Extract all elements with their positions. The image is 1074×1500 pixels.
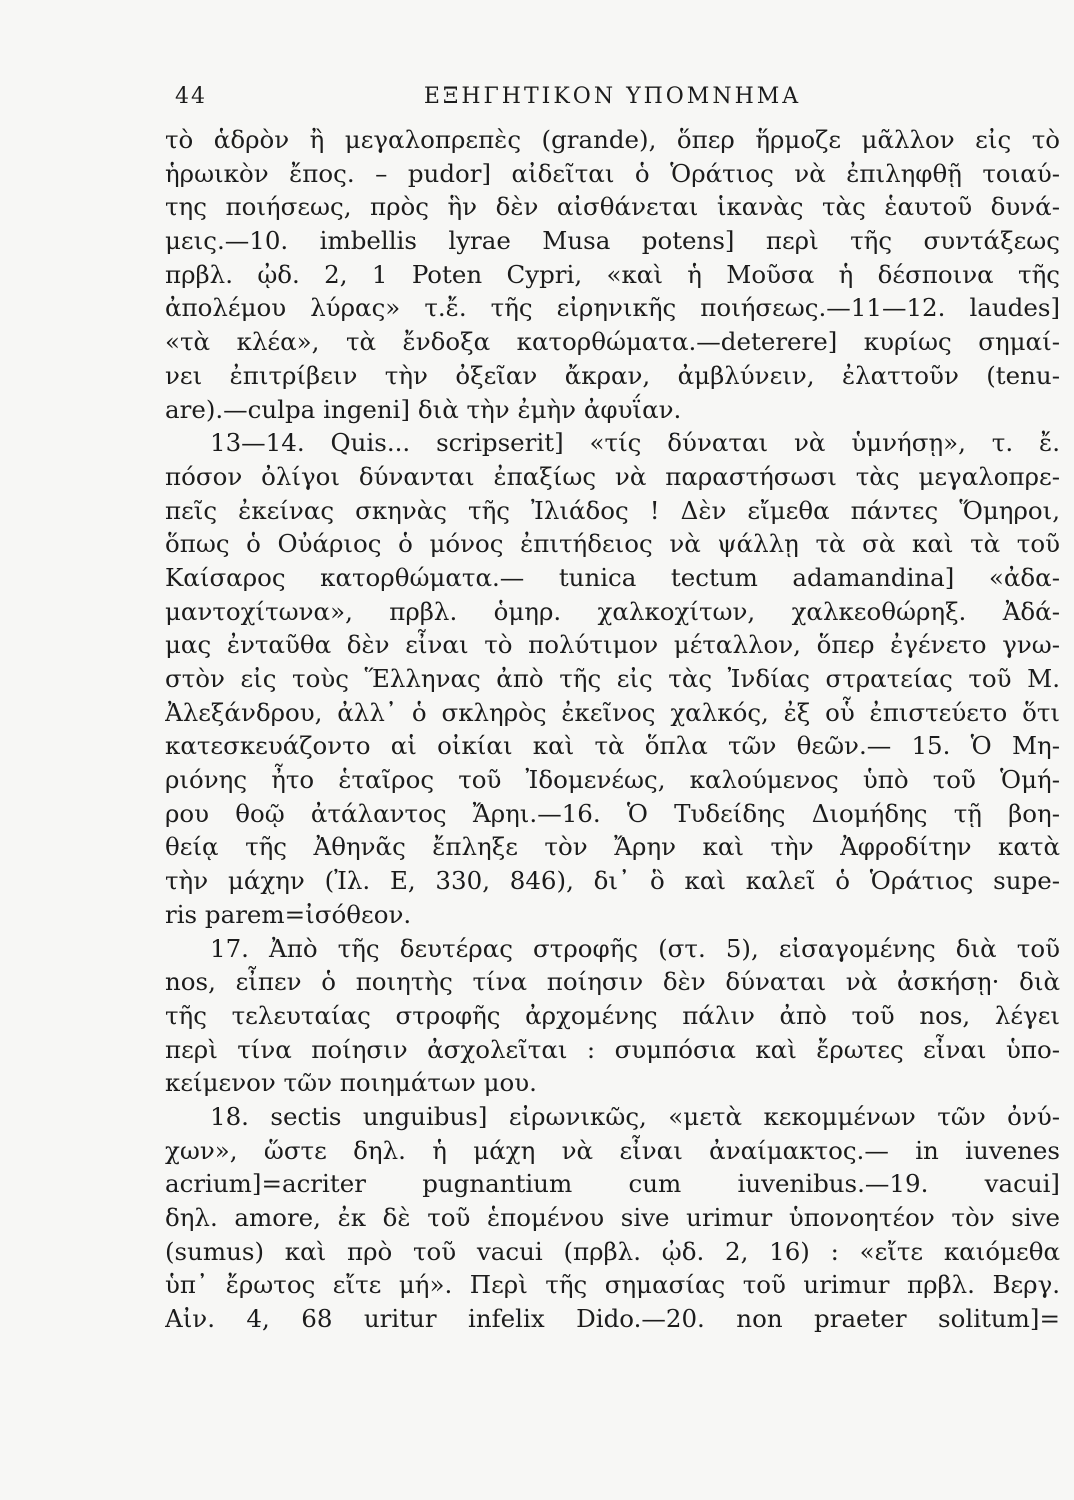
text-line: ρου θοῷ ἀτάλαντος Ἄρηι.—16. Ὁ Τυδείδης Διομήδης τῇ βοη-: [165, 798, 1060, 828]
text-line: μεις.—10. imbellis lyrae Musa potens] περὶ τῆς συντάξεως: [165, 226, 1060, 256]
text-line: μας ἐνταῦθα δὲν εἶναι τὸ πολύτιμον μέταλλον, ὅπερ ἐγένετο γνω-: [165, 630, 1060, 660]
text-line: περὶ τίνα ποίησιν ἀσχολεῖται : συμπόσια καὶ ἔρωτες εἶναι ὑπο-: [165, 1034, 1060, 1064]
text-line: 13—14. Quis... scripserit] «τίς δύναται νὰ ὑμνήσῃ», τ. ἔ.: [210, 428, 1060, 458]
text-line: πεῖς ἐκείνας σκηνὰς τῆς Ἰλιάδος ! Δὲν εἴμεθα πάντες Ὅμηροι,: [165, 495, 1060, 525]
text-line: nos, εἶπεν ὁ ποιητὴς τίνα ποίησιν δὲν δύναται νὰ ἀσκήσῃ· διὰ: [165, 967, 1060, 997]
text-line: τὸ ἁδρὸν ἢ μεγαλοπρεπὲς (grande), ὅπερ ἥρμοζε μᾶλλον εἰς τὸ: [165, 125, 1060, 154]
text-line: δηλ. amore, ἐκ δὲ τοῦ ἑπομένου sive urimur ὑπονοητέον τὸν sive: [165, 1203, 1060, 1232]
text-line: της ποιήσεως, πρὸς ἣν δὲν αἰσθάνεται ἱκανὰς τὰς ἑαυτοῦ δυνά-: [165, 192, 1060, 222]
text-line: κείμενον τῶν ποιημάτων μου.: [165, 1068, 537, 1098]
text-line: χων», ὥστε δηλ. ἡ μάχη νὰ εἶναι ἀναίμακτος.— in iuvenes: [165, 1135, 1060, 1165]
running-title: ΕΞΗΓΗΤΙΚΟΝ ΥΠΟΜΝΗΜΑ: [423, 84, 802, 109]
text-line: κατεσκευάζοντο αἱ οἰκίαι καὶ τὰ ὅπλα τῶν θεῶν.— 15. Ὁ Μη-: [165, 731, 1060, 761]
text-line: θείᾳ τῆς Ἀθηνᾶς ἔπληξε τὸν Ἄρην καὶ τὴν Ἀφροδίτην κατὰ: [165, 832, 1060, 862]
page-number: 44: [175, 84, 207, 109]
text-line: μαντοχίτωνα», πρβλ. ὁμηρ. χαλκοχίτων, χαλκεοθώρηξ. Ἀδά-: [165, 596, 1060, 626]
text-line: ἡρωικὸν ἔπος. – pudor] αἰδεῖται ὁ Ὁράτιος νὰ ἐπιληφθῇ τοιαύ-: [165, 158, 1060, 188]
text-line: ριόνης ἦτο ἑταῖρος τοῦ Ἰδομενέως, καλούμενος ὑπὸ τοῦ Ὁμή-: [165, 765, 1060, 795]
text-line: ὑπ᾽ ἔρωτος εἴτε μή». Περὶ τῆς σημασίας τοῦ urimur πρβλ. Βεργ.: [165, 1270, 1060, 1300]
text-line: Ἀλεξάνδρου, ἀλλ᾽ ὁ σκληρὸς ἐκεῖνος χαλκός, ἐξ οὗ ἐπιστεύετο ὅτι: [165, 697, 1060, 727]
text-line: 17. Ἀπὸ τῆς δευτέρας στροφῆς (στ. 5), εἰσαγομένης διὰ τοῦ: [210, 933, 1060, 963]
text-line: Καίσαρος κατορθώματα.— tunica tectum adamandina] «ἀδα-: [165, 562, 1060, 592]
page-header: [165, 84, 1060, 120]
text-line: τὴν μάχην (Ἰλ. Ε, 330, 846), δι᾽ ὃ καὶ καλεῖ ὁ Ὁράτιος supe-: [165, 866, 1060, 896]
text-line: are).—culpa ingeni] διὰ τὴν ἐμὴν ἀφυΐαν.: [165, 394, 682, 424]
text-line: πόσον ὀλίγοι δύνανται ἐπαξίως νὰ παραστήσωσι τὰς μεγαλοπρε-: [165, 461, 1060, 491]
text-line: acrium]=acriter pugnantium cum iuvenibus.—19. vacui]: [165, 1169, 1060, 1199]
commentary-body: [165, 123, 1060, 1336]
text-line: ἀπολέμου λύρας» τ.ἔ. τῆς εἰρηνικῆς ποιήσεως.—11—12. laudes]: [165, 293, 1060, 323]
text-line: Αἰν. 4, 68 uritur infelix Dido.—20. non praeter solitum]=: [165, 1304, 1060, 1334]
text-line: (sumus) καὶ πρὸ τοῦ vacui (πρβλ. ᾠδ. 2, 16) : «εἴτε καιόμεθα: [165, 1236, 1060, 1266]
text-line: 18. sectis unguibus] εἰρωνικῶς, «μετὰ κεκομμένων τῶν ὀνύ-: [210, 1101, 1060, 1131]
text-line: στὸν εἰς τοὺς Ἕλληνας ἀπὸ τῆς εἰς τὰς Ἰνδίας στρατείας τοῦ Μ.: [165, 664, 1060, 693]
text-line: τῆς τελευταίας στροφῆς ἀρχομένης πάλιν ἀπὸ τοῦ nos, λέγει: [165, 1000, 1060, 1030]
text-line: νει ἐπιτρίβειν τὴν ὀξεῖαν ἄκραν, ἀμβλύνειν, ἐλαττοῦν (tenu-: [165, 360, 1060, 390]
text-line: ris parem=ἰσόθεον.: [165, 899, 412, 929]
text-line: «τὰ κλέα», τὰ ἔνδοξα κατορθώματα.—deterere] κυρίως σημαί-: [165, 327, 1060, 357]
text-line: ὅπως ὁ Οὐάριος ὁ μόνος ἐπιτήδειος νὰ ψάλλῃ τὰ σὰ καὶ τὰ τοῦ: [165, 529, 1060, 559]
text-line: πρβλ. ᾠδ. 2, 1 Poten Cypri, «καὶ ἡ Μοῦσα ἡ δέσποινα τῆς: [165, 259, 1060, 289]
